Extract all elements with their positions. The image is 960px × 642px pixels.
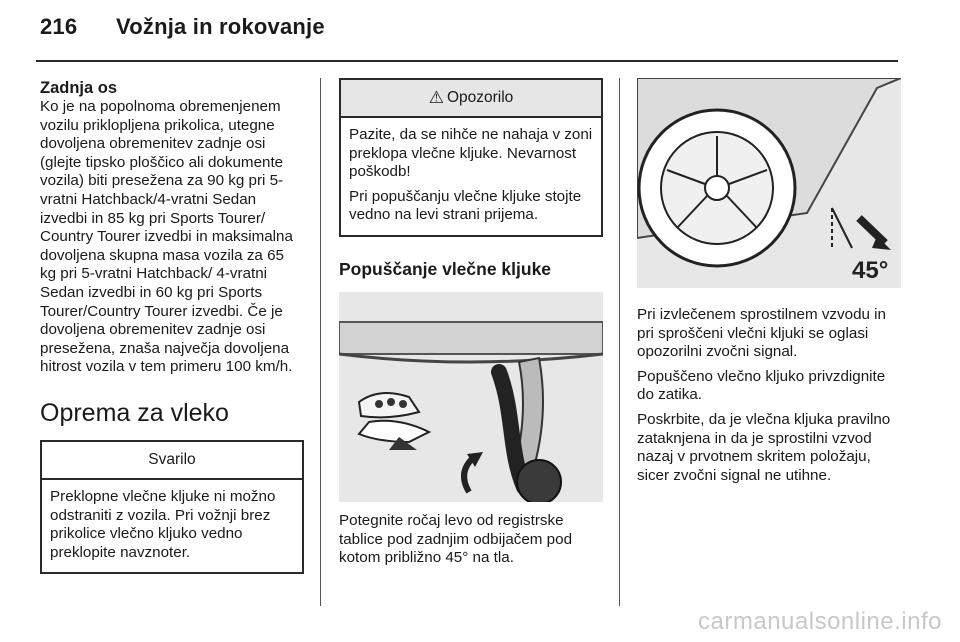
warning-title: Opozorilo	[446, 89, 514, 106]
warning-text-2: Pri popuščanju vlečne kljuke stojte vedno na levi strani prijema.	[349, 187, 582, 224]
column-2	[339, 78, 603, 568]
release-lever-illustration	[339, 292, 603, 502]
warning-box	[339, 78, 603, 237]
page-number: 216	[40, 14, 78, 39]
caution-text: Preklopne vlečne kljuke ni možno odstraniti z vozila. Pri vožnji brez prikolice vlečno kljuko vedno preklopite navznoter.	[50, 487, 276, 561]
watermark: carmanualsonline.info	[698, 608, 942, 635]
release-lever-drawing	[339, 292, 603, 502]
warning-text-1: Pazite, da se nihče ne nahaja v zoni preklopa vlečne kljuke. Nevarnost poškodb!	[349, 126, 593, 181]
tow-hook-angle-illustration	[637, 78, 901, 288]
header-divider	[36, 60, 898, 62]
column-divider-1	[320, 78, 321, 606]
column-3	[637, 78, 901, 485]
warning-header	[341, 80, 601, 118]
col3-text-3: Poskrbite, da je vlečna kljuka pravilno zataknjena in da je sprostilni vzvod nazaj v prvotnem skritem položaju, sicer zvočni signal ne utihne.	[637, 410, 891, 484]
col3-text-2: Popuščeno vlečno kljuko privzdignite do zatika.	[637, 367, 886, 404]
caution-box	[40, 440, 304, 574]
towing-section-heading: Oprema za vleko	[40, 398, 229, 427]
col3-text-1: Pri izvlečenem sprostilnem vzvodu in pri sproščeni vlečni kljuki se oglasi opozorilni zvočni signal.	[637, 306, 886, 361]
page-title: Vožnja in rokovanje	[116, 14, 325, 39]
release-heading: Popuščanje vlečne kljuke	[339, 258, 552, 279]
column-1	[40, 78, 304, 574]
warning-icon: ⚠	[428, 88, 444, 107]
rear-axle-text: Ko je na popolnoma obremenjenem vozilu priklopljena prikolica, utegne dovoljena obremenitev zadnje osi (glejte tipsko ploščico ali dokumente vozila) biti presežena za 90 kg pri 5-vratni Hatchback/4-vratni Sedan izvedbi in 85 kg pri Sports Tourer/ Country Tourer izvedbi in maksimalna dovoljena skupna masa vozila za 65 kg pri 5-vratni Hatchback/ 4-vratni Sedan izvedbi in 60 kg pri Sports Tourer/Country Tourer izvedbi. Če je dovoljena obremenitev zadnje osi presežena, znaša največja dovoljena hitrost vozila v tem primeru 100 km/h.	[40, 98, 293, 376]
column-divider-2	[619, 78, 620, 606]
page-header	[40, 14, 325, 40]
angle-label: 45°	[852, 257, 889, 284]
tow-hook-drawing	[637, 78, 901, 288]
caution-title: Svarilo	[42, 442, 302, 480]
release-instruction: Potegnite ročaj levo od registrske tablice pod zadnjim odbijačem pod kotom približno 45° na tla.	[339, 511, 573, 567]
rear-axle-heading: Zadnja os	[40, 79, 118, 97]
